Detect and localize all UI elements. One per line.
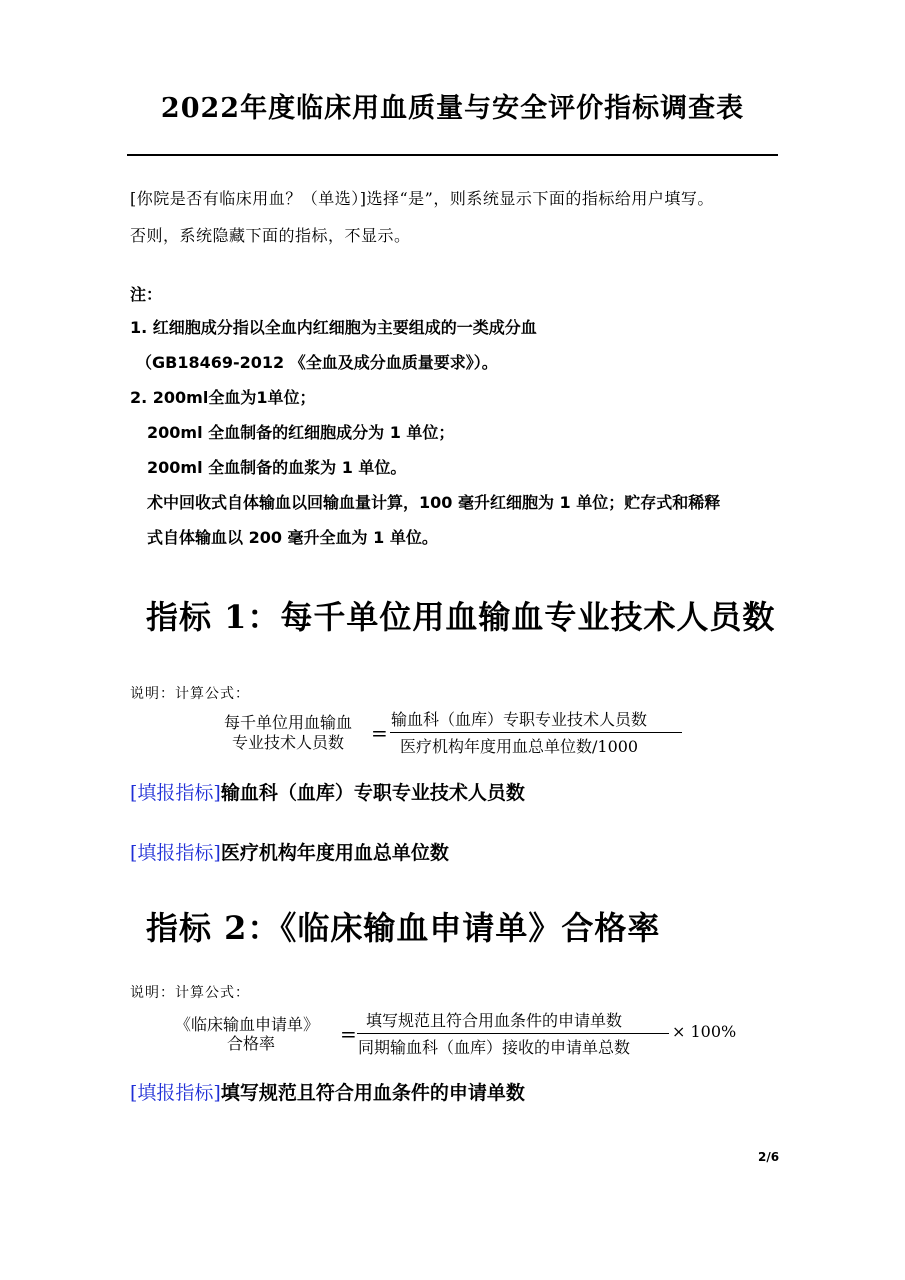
formula-2-denominator: 同期输血科（血库）接收的申请单总数 bbox=[358, 1038, 631, 1057]
indicator-2-fill-item-1 bbox=[130, 1078, 525, 1105]
fill-tag: [填报指标] bbox=[130, 1082, 221, 1104]
formula-1-equals: = bbox=[371, 721, 388, 745]
fill-tag: [填报指标] bbox=[130, 842, 221, 864]
note-1-line-2: （GB18469-2012 《全血及成分血质量要求》）。 bbox=[136, 353, 498, 372]
indicator-1-description: 说明：计算公式： bbox=[130, 686, 250, 702]
indicator-1-fill-item-2 bbox=[130, 838, 449, 865]
formula-2-numerator: 填写规范且符合用血条件的申请单数 bbox=[366, 1011, 623, 1030]
note-2-line-4: 术中回收式自体输血以回输血量计算，100 毫升红细胞为 1 单位；贮存式和稀释 bbox=[147, 493, 721, 512]
notes-label: 注： bbox=[130, 285, 163, 304]
formula-1-lhs-line-2: 专业技术人员数 bbox=[232, 733, 345, 752]
indicator-1-heading: 指标 1：每千单位用血输血专业技术人员数 bbox=[146, 598, 776, 636]
page-number: 2/6 bbox=[758, 1150, 780, 1164]
formula-2-fraction-bar bbox=[357, 1033, 669, 1034]
indicator-2-description: 说明：计算公式： bbox=[130, 985, 250, 1001]
note-2-line-3: 200ml 全血制备的血浆为 1 单位。 bbox=[147, 458, 407, 477]
page-title: 2022年度临床用血质量与安全评价指标调查表 bbox=[160, 93, 745, 124]
formula-2-lhs-line-1: 《临床输血申请单》 bbox=[175, 1015, 320, 1034]
fill-text: 医疗机构年度用血总单位数 bbox=[220, 842, 449, 864]
note-2-line-1: 2. 200ml全血为1单位； bbox=[130, 388, 316, 407]
title-divider bbox=[127, 154, 778, 156]
indicator-1-fill-item-1 bbox=[130, 778, 525, 805]
formula-2-lhs-line-2: 合格率 bbox=[227, 1034, 276, 1053]
note-1-line-1: 1. 红细胞成分指以全血内红细胞为主要组成的一类成分血 bbox=[130, 318, 537, 337]
indicator-2-heading: 指标 2：《临床输血申请单》合格率 bbox=[146, 909, 661, 947]
fill-tag: [填报指标] bbox=[130, 782, 221, 804]
intro-line-2: 否则，系统隐藏下面的指标，不显示。 bbox=[130, 226, 411, 245]
note-2-line-2: 200ml 全血制备的红细胞成分为 1 单位； bbox=[147, 423, 455, 442]
formula-2-suffix: × 100% bbox=[672, 1022, 737, 1041]
formula-1-lhs-line-1: 每千单位用血输血 bbox=[224, 713, 353, 732]
formula-1-numerator: 输血科（血库）专职专业技术人员数 bbox=[391, 710, 648, 729]
formula-1-fraction-bar bbox=[390, 732, 682, 733]
note-2-line-5: 式自体输血以 200 毫升全血为 1 单位。 bbox=[147, 528, 438, 547]
formula-2-equals: = bbox=[340, 1022, 357, 1046]
intro-line-1: [你院是否有临床用血？（单选）]选择“是”，则系统显示下面的指标给用户填写。 bbox=[130, 189, 714, 208]
fill-text: 填写规范且符合用血条件的申请单数 bbox=[220, 1082, 525, 1104]
formula-1-denominator: 医疗机构年度用血总单位数/1000 bbox=[400, 737, 639, 756]
fill-text: 输血科（血库）专职专业技术人员数 bbox=[220, 782, 525, 804]
